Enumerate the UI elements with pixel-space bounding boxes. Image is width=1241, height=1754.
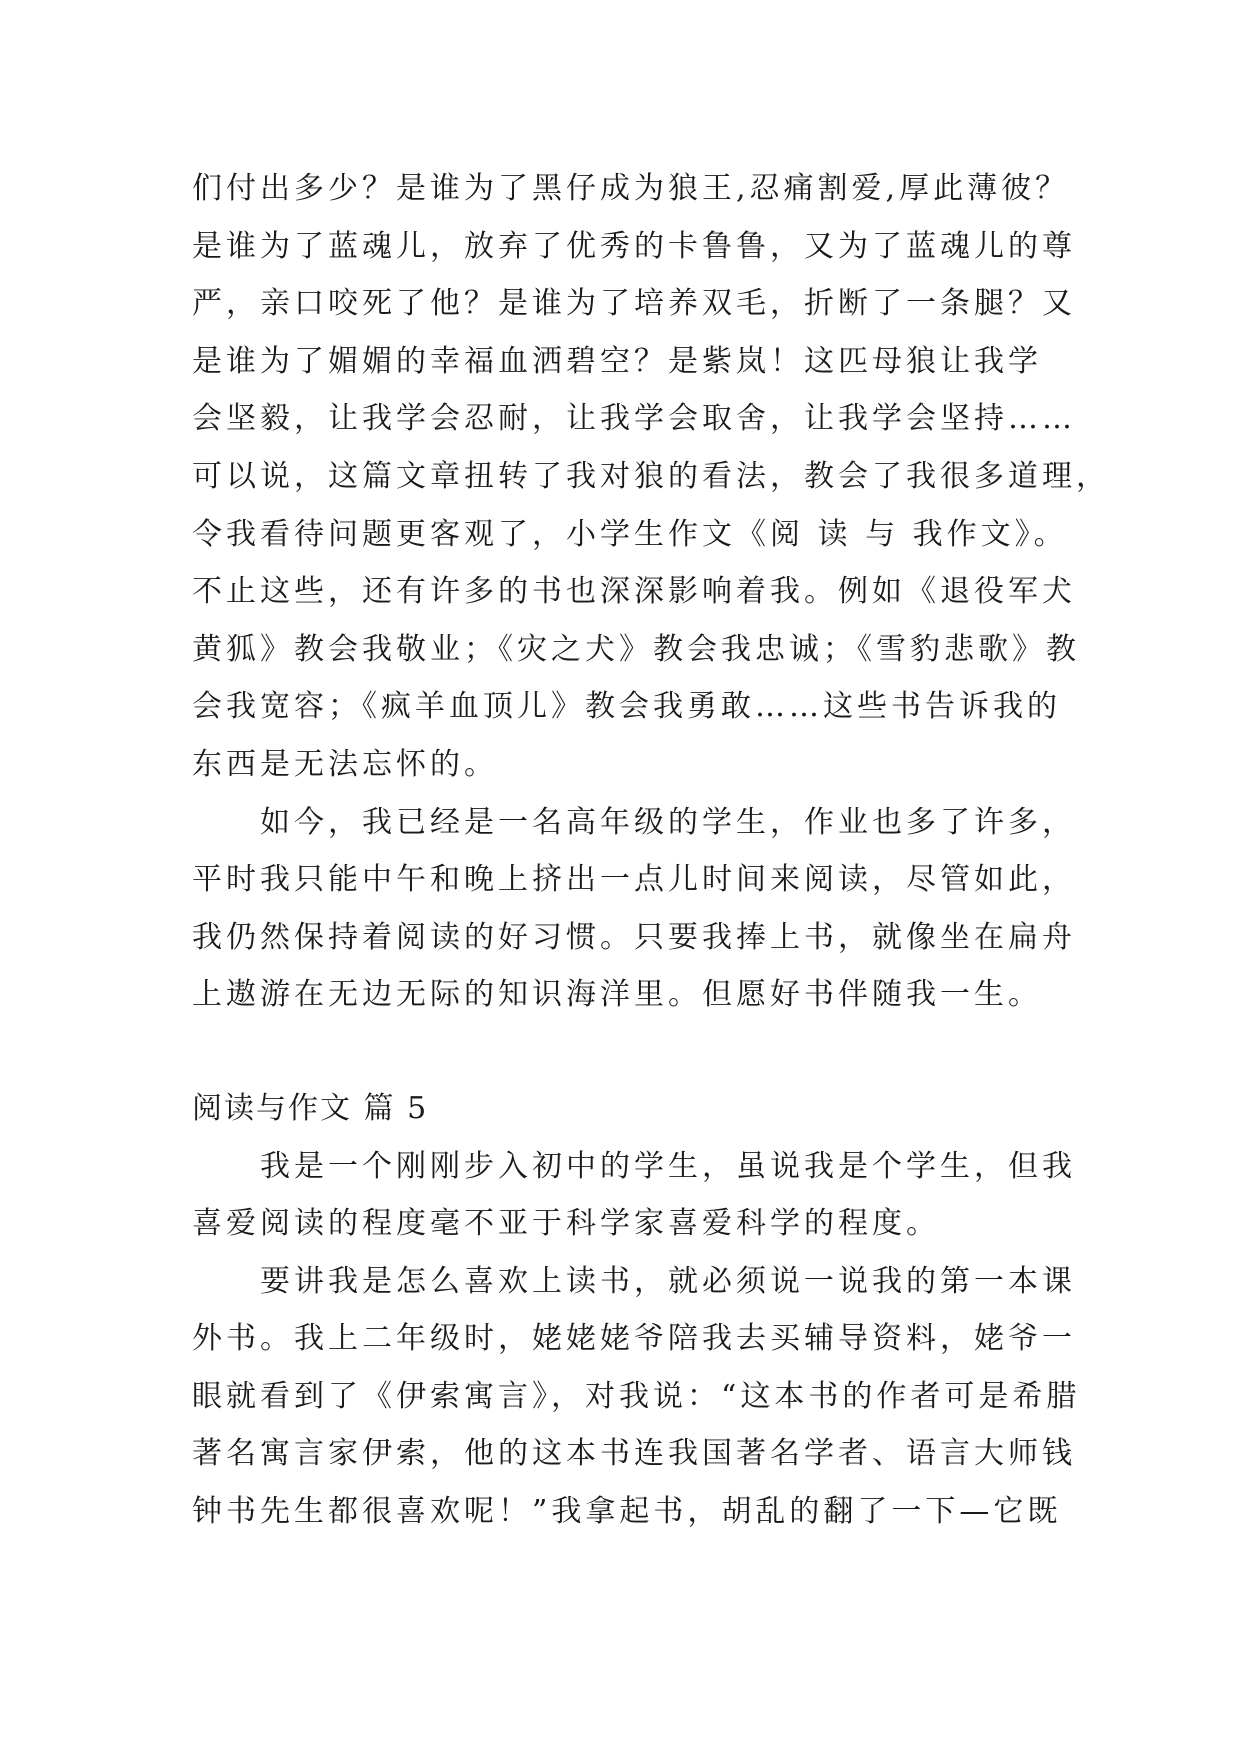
text-line: 外书。我上二年级时，姥姥姥爷陪我去买辅导资料，姥爷一 (192, 1321, 1076, 1357)
text-line: 著名寓言家伊索，他的这本书连我国著名学者、语言大师钱 (192, 1436, 1076, 1472)
text-line: 会我宽容；《疯羊血顶儿》教会我勇敢……这些书告诉我的 (192, 689, 1061, 725)
text-line: 严，亲口咬死了他？是谁为了培养双毛，折断了一条腿？又 (192, 286, 1076, 322)
text-line: 可以说，这篇文章扭转了我对狼的看法，教会了我很多道理， (192, 458, 1110, 494)
paragraph-continued (192, 160, 1110, 794)
text-line: 眼就看到了《伊索寓言》，对我说：“这本书的作者可是希腊 (192, 1378, 1081, 1414)
text-line: 我是一个刚刚步入初中的学生，虽说我是个学生，但我 (260, 1148, 1076, 1184)
text-line: 钟书先生都很喜欢呢！”我拿起书，胡乱的翻了一下—它既 (192, 1494, 1062, 1530)
section-spacer (192, 1024, 1072, 1080)
text-line: 不止这些，还有许多的书也深深影响着我。例如《退役军犬 (192, 574, 1076, 610)
text-line: 如今，我已经是一名高年级的学生，作业也多了许多， (260, 804, 1076, 840)
text-line: 要讲我是怎么喜欢上读书，就必须说一说我的第一本课 (260, 1263, 1076, 1299)
text-line: 令我看待问题更客观了，小学生作文《阅 读 与 我作文》。 (192, 516, 1068, 552)
text-line: 会坚毅，让我学会忍耐，让我学会取舍，让我学会坚持…… (192, 401, 1076, 437)
paragraph (192, 1138, 1076, 1253)
text-line: 东西是无法忘怀的。 (192, 746, 498, 782)
text-line: 上遨游在无边无际的知识海洋里。但愿好书伴随我一生。 (192, 977, 1042, 1013)
text-line: 是谁为了蓝魂儿，放弃了优秀的卡鲁鲁，又为了蓝魂儿的尊 (192, 228, 1076, 264)
paragraph (192, 794, 1076, 1024)
section-heading: 阅读与作文 篇 5 (192, 1090, 429, 1126)
text-line: 们付出多少？是谁为了黑仔成为狼王,忍痛割爱,厚此薄彼？ (192, 171, 1070, 206)
text-line: 黄狐》教会我敬业；《灾之犬》教会我忠诚；《雪豹悲歌》教 (192, 631, 1080, 667)
text-line: 我仍然保持着阅读的好习惯。只要我捧上书，就像坐在扁舟 (192, 919, 1076, 955)
document-body (192, 160, 1110, 1541)
text-line: 是谁为了媚媚的幸福血洒碧空？是紫岚！这匹母狼让我学 (192, 343, 1042, 379)
text-line: 平时我只能中午和晚上挤出一点儿时间来阅读，尽管如此， (192, 862, 1076, 898)
text-line: 喜爱阅读的程度毫不亚于科学家喜爱科学的程度。 (192, 1206, 940, 1242)
paragraph (192, 1253, 1081, 1541)
